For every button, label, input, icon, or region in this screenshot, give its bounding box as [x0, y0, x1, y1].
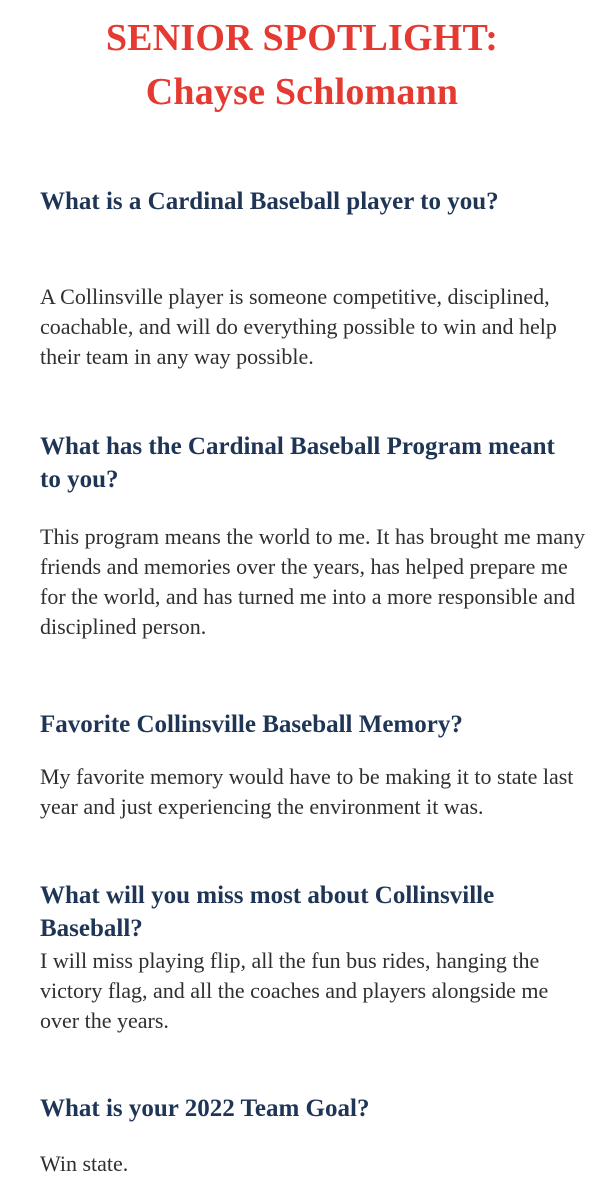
- question-5: What is your 2022 Team Goal?: [40, 1095, 370, 1122]
- question-4: What will you miss most about Collinsville Baseball?: [40, 882, 495, 942]
- question-2: What has the Cardinal Baseball Program meant to you?: [40, 433, 555, 493]
- answer-3: My favorite memory would have to be making it to state last year and just experiencing the environment it was.: [40, 764, 574, 819]
- answer-4: I will miss playing flip, all the fun bus rides, hanging the victory flag, and all the coaches and players alongside me over the years.: [40, 948, 549, 1033]
- page-title: SENIOR SPOTLIGHT:: [105, 17, 499, 59]
- question-3: Favorite Collinsville Baseball Memory?: [40, 711, 463, 738]
- answer-1: A Collinsville player is someone competitive, disciplined, coachable, and will do everything possible to win and help their team in any way possible.: [40, 284, 557, 369]
- answer-5: Win state.: [40, 1151, 129, 1176]
- question-1: What is a Cardinal Baseball player to you?: [40, 188, 499, 215]
- answer-2: This program means the world to me. It has brought me many friends and memories over the years, has helped prepare me for the world, and has turned me into a more responsible and disciplined person.: [40, 524, 585, 639]
- player-name: Chayse Schlomann: [145, 71, 459, 113]
